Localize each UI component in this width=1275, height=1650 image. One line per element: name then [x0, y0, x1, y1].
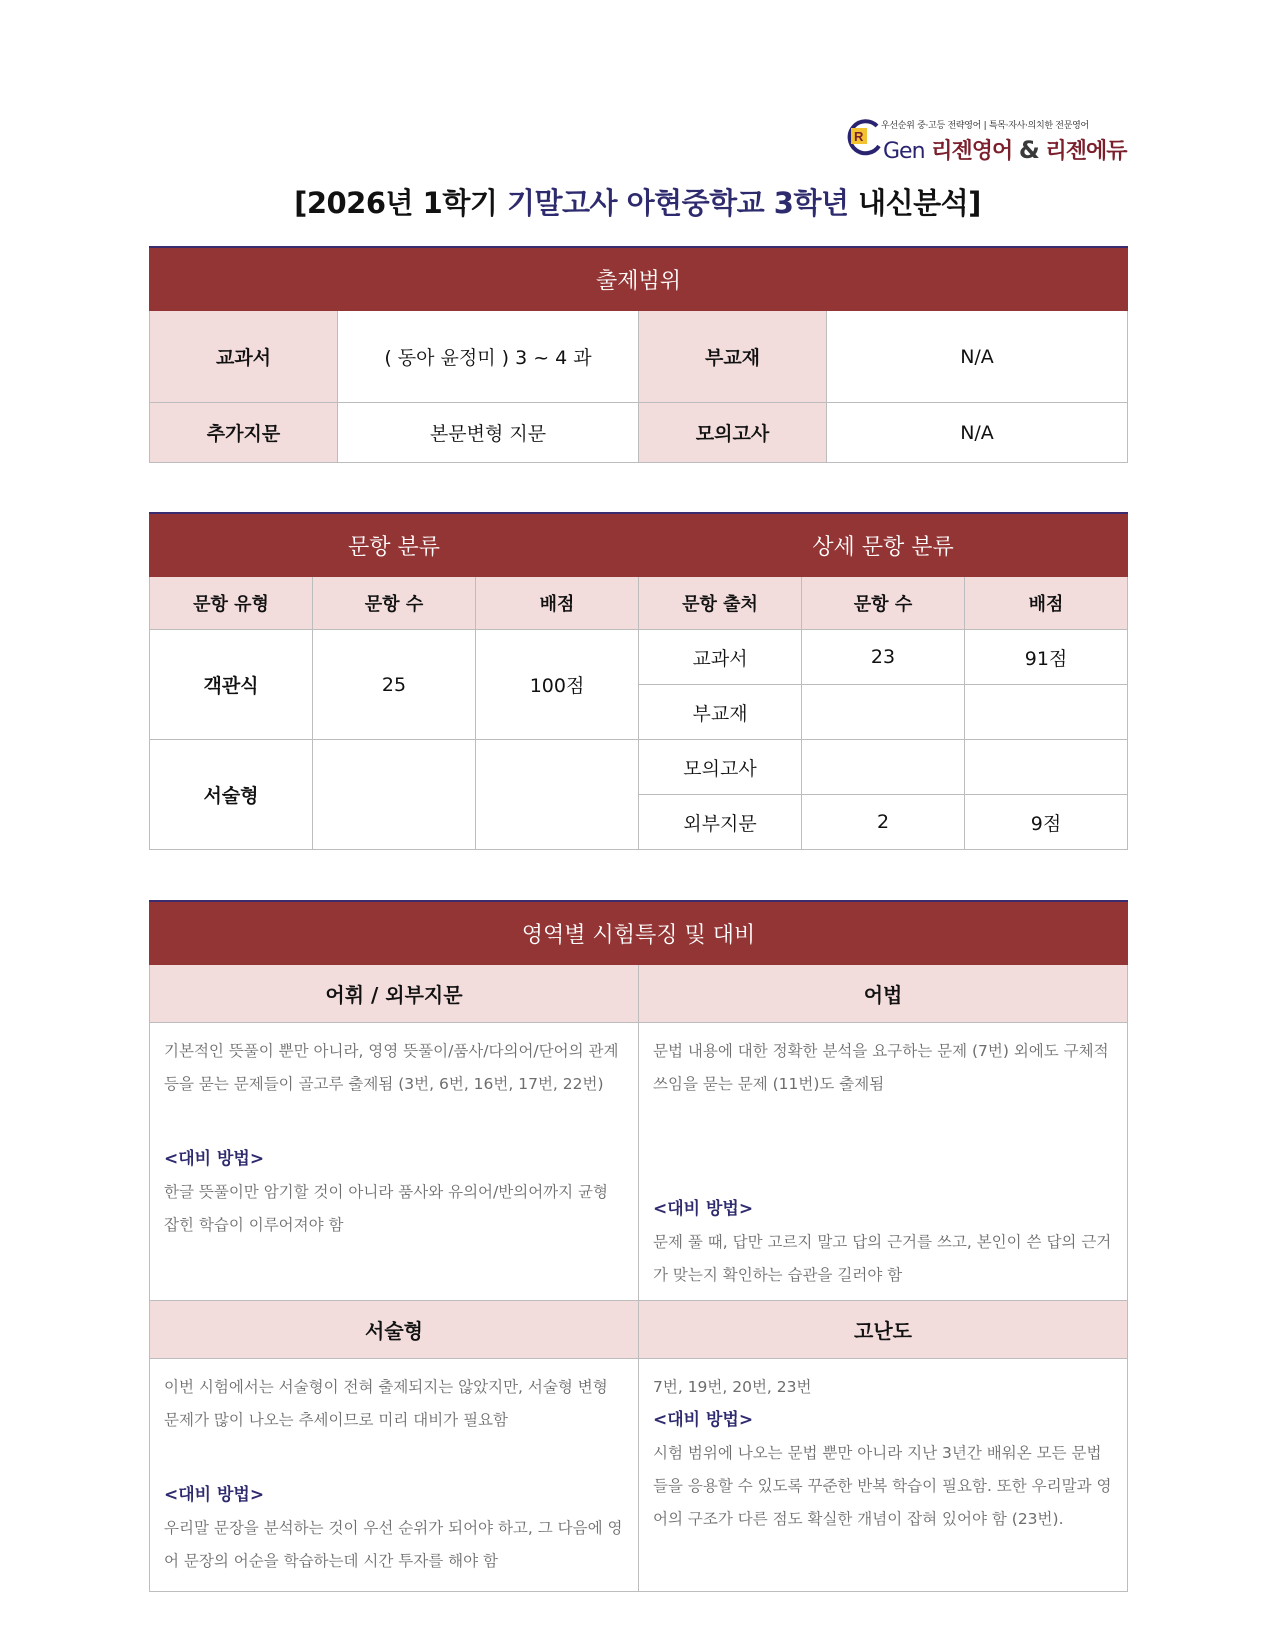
extra-value: 본문변형 지문 — [338, 403, 639, 463]
scope-header: 출제범위 — [150, 247, 1128, 311]
objective-points: 100점 — [476, 630, 639, 740]
source-count: 2 — [802, 795, 965, 850]
logo-ampersand: & — [1018, 136, 1039, 164]
source-points: 91점 — [965, 630, 1128, 685]
vocab-prep-label: <대비 방법> — [164, 1149, 265, 1169]
source-points: 9점 — [965, 795, 1128, 850]
vocab-prep: 한글 뜻풀이만 암기할 것이 아니라 품사와 유의어/반의어까지 균형 잡힌 학습이 이루어져야 함 — [164, 1183, 608, 1234]
svg-text:R: R — [854, 129, 864, 144]
textbook-value: ( 동아 윤정미 ) 3 ~ 4 과 — [338, 311, 639, 403]
col-count: 문항 수 — [313, 577, 476, 630]
source-points — [965, 740, 1128, 795]
grammar-desc: 문법 내용에 대한 정확한 분석을 요구하는 문제 (7번) 외에도 구체적 쓰임을 묻는 문제 (11번)도 출제됨 — [653, 1042, 1109, 1093]
objective-count: 25 — [313, 630, 476, 740]
title-part-3: 내신분석] — [858, 186, 981, 220]
page-title — [0, 181, 1275, 222]
logo-brand-mark: Gen — [883, 139, 925, 164]
source-name: 모의고사 — [639, 740, 802, 795]
supplement-value: N/A — [827, 311, 1128, 403]
difficulty-prep: 시험 범위에 나오는 문법 뿐만 아니라 지난 3년간 배워온 모든 문법들을 응용할 수 있도록 꾸준한 반복 학습이 필요함. 또한 우리말과 영어의 구조가 다른 점도 확실한 개념이 잡혀 있어야 함 (23번). — [653, 1444, 1112, 1528]
supplement-label: 부교재 — [639, 311, 827, 403]
col-type: 문항 유형 — [150, 577, 313, 630]
essay-desc: 이번 시험에서는 서술형이 전혀 출제되지는 않았지만, 서술형 변형 문제가 많이 나오는 추세이므로 미리 대비가 필요함 — [164, 1378, 608, 1429]
col-source: 문항 출처 — [639, 577, 802, 630]
grammar-cell — [639, 1023, 1128, 1301]
col-points-detail: 배점 — [965, 577, 1128, 630]
logo-tagline: 우선순위 중·고등 전략영어 | 특목·자사·의치한 전문영어 — [881, 121, 1089, 131]
source-name: 외부지문 — [639, 795, 802, 850]
vocab-title: 어휘 / 외부지문 — [150, 965, 639, 1023]
source-count — [802, 740, 965, 795]
vocab-desc: 기본적인 뜻풀이 뿐만 아니라, 영영 뜻풀이/품사/다의어/단어의 관계 등을 묻는 문제들이 골고루 출제됨 (3번, 6번, 16번, 17번, 22번) — [164, 1042, 619, 1093]
difficulty-cell — [639, 1359, 1128, 1592]
logo-brand — [883, 134, 1127, 165]
subjective-points — [476, 740, 639, 850]
difficulty-desc: 7번, 19번, 20번, 23번 — [653, 1378, 812, 1396]
essay-title: 서술형 — [150, 1301, 639, 1359]
difficulty-title: 고난도 — [639, 1301, 1128, 1359]
subjective-count — [313, 740, 476, 850]
textbook-label: 교과서 — [150, 311, 338, 403]
extra-label: 추가지문 — [150, 403, 338, 463]
detail-classification-header: 상세 문항 분류 — [639, 513, 1128, 577]
subjective-label: 서술형 — [150, 740, 313, 850]
col-count-detail: 문항 수 — [802, 577, 965, 630]
grammar-title: 어법 — [639, 965, 1128, 1023]
objective-label: 객관식 — [150, 630, 313, 740]
source-points — [965, 685, 1128, 740]
logo-brand-name-2: 리젠에듀 — [1045, 139, 1127, 164]
classification-header: 문항 분류 — [150, 513, 639, 577]
title-part-2: 기말고사 아현중학교 3학년 — [506, 186, 849, 220]
source-name: 부교재 — [639, 685, 802, 740]
scope-table — [149, 246, 1128, 463]
essay-cell — [150, 1359, 639, 1592]
mock-label: 모의고사 — [639, 403, 827, 463]
features-table — [149, 900, 1128, 1592]
brand-logo — [843, 114, 1127, 164]
source-name: 교과서 — [639, 630, 802, 685]
source-count: 23 — [802, 630, 965, 685]
mock-value: N/A — [827, 403, 1128, 463]
grammar-prep-label: <대비 방법> — [653, 1199, 754, 1219]
col-points: 배점 — [476, 577, 639, 630]
essay-prep-label: <대비 방법> — [164, 1485, 265, 1505]
grammar-prep: 문제 풀 때, 답만 고르지 말고 답의 근거를 쓰고, 본인이 쓴 답의 근거가 맞는지 확인하는 습관을 길러야 함 — [653, 1233, 1112, 1284]
title-part-1: [2026년 1학기 — [294, 186, 498, 220]
classification-table — [149, 512, 1128, 850]
source-count — [802, 685, 965, 740]
vocab-cell — [150, 1023, 639, 1301]
features-header: 영역별 시험특징 및 대비 — [150, 901, 1128, 965]
logo-brand-name-1: 리젠영어 — [931, 139, 1013, 164]
difficulty-prep-label: <대비 방법> — [653, 1410, 754, 1430]
essay-prep: 우리말 문장을 분석하는 것이 우선 순위가 되어야 하고, 그 다음에 영어 문장의 어순을 학습하는데 시간 투자를 해야 함 — [164, 1519, 623, 1570]
